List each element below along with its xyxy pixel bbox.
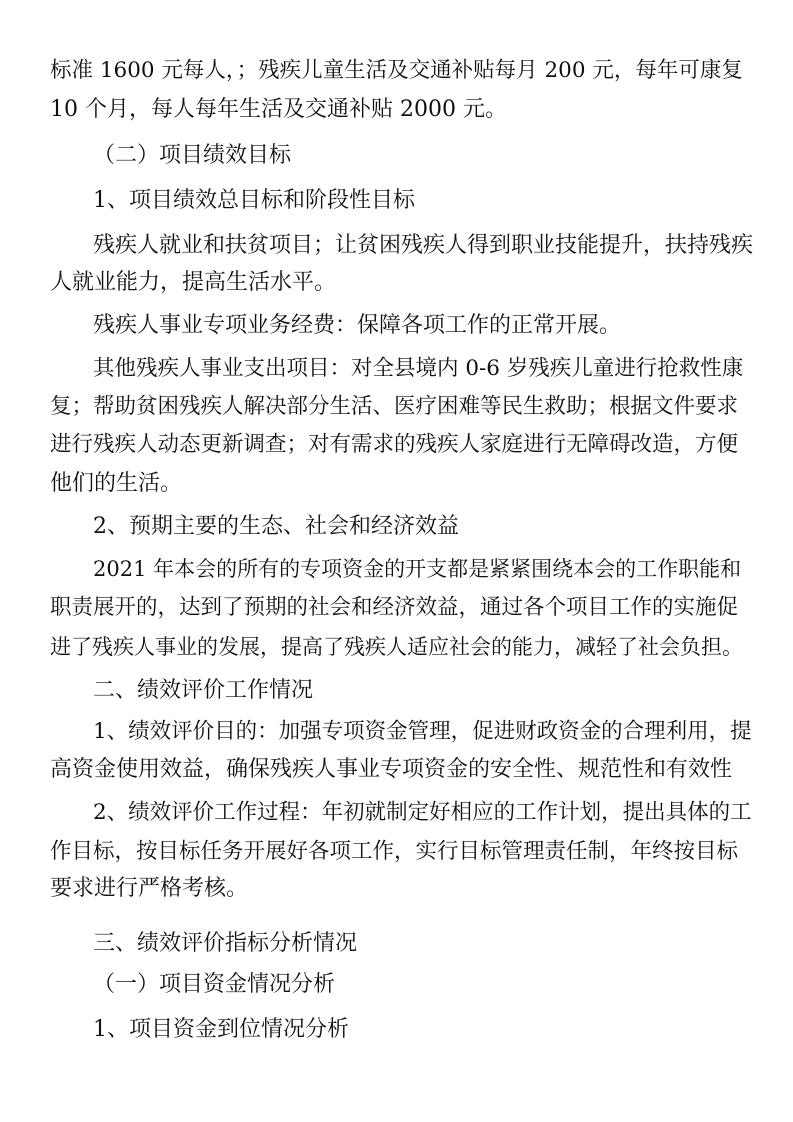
paragraph-line: 2、绩效评价工作过程：年初就制定好相应的工作计划，提出具体的工 (93, 800, 752, 825)
section-heading: （二）项目绩效目标 (93, 143, 292, 168)
section-heading: 2、预期主要的生态、社会和经济效益 (93, 514, 459, 539)
paragraph-line: 复；帮助贫困残疾人解决部分生活、医疗困难等民生救助；根据文件要求 (50, 394, 739, 419)
paragraph-line: 1、绩效评价目的：加强专项资金管理，促进财政资金的合理利用，提 (93, 719, 752, 744)
paragraph-line: 高资金使用效益，确保残疾人事业专项资金的安全性、规范性和有效性 (50, 757, 733, 782)
paragraph-line: 2021 年本会的所有的专项资金的开支都是紧紧围绕本会的工作职能和 (93, 557, 742, 581)
paragraph-line: 职责展开的，达到了预期的社会和经济效益，通过各个项目工作的实施促 (50, 595, 739, 620)
section-heading: （一）项目资金情况分析 (93, 972, 336, 997)
paragraph-line: 要求进行严格考核。 (50, 876, 249, 901)
paragraph-line: 其他残疾人事业支出项目：对全县境内 0-6 岁残疾儿童进行抢救性康 (93, 356, 744, 381)
paragraph-line: 残疾人事业专项业务经费：保障各项工作的正常开展。 (93, 313, 622, 338)
section-heading: 1、项目绩效总目标和阶段性目标 (93, 188, 415, 213)
paragraph-line: 残疾人就业和扶贫项目；让贫困残疾人得到职业技能提升，扶持残疾 (93, 233, 754, 258)
paragraph-line: 标准 1600 元每人，；残疾儿童生活及交通补贴每月 200 元，每年可康复 (50, 58, 743, 83)
paragraph-line: 10 个月，每人每年生活及交通补贴 2000 元。 (50, 97, 507, 122)
section-heading: 二、绩效评价工作情况 (93, 678, 314, 703)
paragraph-line: 作目标，按目标任务开展好各项工作，实行目标管理责任制，年终按目标 (50, 839, 739, 864)
paragraph-line: 他们的生活。 (50, 471, 183, 496)
section-heading: 三、绩效评价指标分析情况 (93, 931, 358, 956)
paragraph-line: 人就业能力，提高生活水平。 (50, 270, 337, 295)
paragraph-line: 进了残疾人事业的发展，提高了残疾人适应社会的能力，减轻了社会负担。 (50, 635, 743, 659)
paragraph-line: 进行残疾人动态更新调查；对有需求的残疾人家庭进行无障碍改造，方便 (50, 432, 739, 457)
section-heading: 1、项目资金到位情况分析 (93, 1017, 349, 1042)
